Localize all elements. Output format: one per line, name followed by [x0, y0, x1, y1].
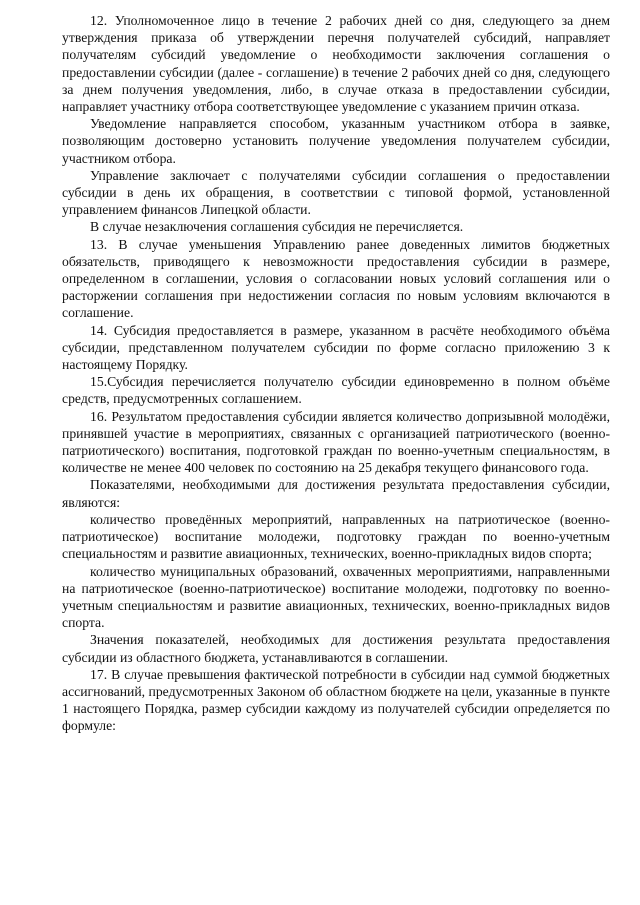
document-body — [62, 12, 610, 735]
paragraph-17: 17. В случае превышения фактической потребности в субсидии над суммой бюджетных ассигнований, предусмотренных Законом об областном бюджете на цели, указанные в пункте 1 настоящего Порядка, размер субсидии каждому из получателей субсидии определяется по формуле: — [62, 666, 610, 734]
paragraph-16: 16. Результатом предоставления субсидии является количество допризывной молодёжи, принявшей участие в мероприятиях, связанных с организацией патриотического (военно-патриотического) воспитания, подготовкой граждан по военно-учетным специальностям, в количестве не менее 400 человек по состоянию на 25 декабря текущего финансового года. — [62, 408, 610, 476]
paragraph-notification-method: Уведомление направляется способом, указанным участником отбора в заявке, позволяющим достоверно установить получение уведомления получателем субсидии, участником отбора. — [62, 116, 610, 166]
paragraph-13: 13. В случае уменьшения Управлению ранее доведенных лимитов бюджетных обязательств, приводящего к невозможности предоставления субсидии в размере, определенном в соглашении, условия о согласовании новых условий соглашения или о расторжении соглашения при недостижении согласия по новым условиям включаются в соглашение. — [62, 236, 610, 321]
paragraph-non-conclusion: В случае незаключения соглашения субсидия не перечисляется. — [90, 219, 464, 235]
paragraph-indicator-events: количество проведённых мероприятий, направленных на патриотическое (военно-патриотическое) воспитание молодежи, подготовку граждан по военно-учетным специальностям и развитие авиационных, технических, военно-прикладных видов спорта; — [62, 511, 610, 562]
paragraph-12: 12. Уполномоченное лицо в течение 2 рабочих дней со дня, следующего за днем утверждения приказа об утверждении перечня получателей субсидий, направляет получателям субсидий уведомление о необходимости заключения соглашения о предоставлении субсидии (далее - соглашение) в течение 2 рабочих дней со дня, следующего за днем получения уведомления, либо, в случае отказа в предоставлении субсидии, направляет участнику отбора соответствующее уведомление с указанием причин отказа. — [62, 13, 610, 115]
paragraph-indicators-intro: Показателями, необходимыми для достижения результата предоставления субсидии, являются: — [62, 477, 610, 510]
paragraph-agreement-conclusion: Управление заключает с получателями субсидии соглашения о предоставлении субсидии в день их обращения, в соответствии с типовой формой, установленной управлением финансов Липецкой области. — [62, 167, 610, 218]
paragraph-14: 14. Субсидия предоставляется в размере, указанном в расчёте необходимого объёма субсидии, представленном получателем субсидии по форме согласно приложению 3 к настоящему Порядку. — [62, 322, 610, 373]
paragraph-indicator-values: Значения показателей, необходимых для достижения результата предоставления субсидии из областного бюджета, устанавливаются в соглашении. — [62, 632, 610, 665]
paragraph-indicator-municipalities: количество муниципальных образований, охваченных мероприятиями, направленными на патриотическое (военно-патриотическое) воспитание молодежи, подготовку по военно-учетным специальностям и развитие авиационных, технических, военно-прикладных видов спорта. — [62, 563, 610, 631]
paragraph-15: 15.Субсидия перечисляется получателю субсидии единовременно в полном объёме средств, предусмотренных соглашением. — [62, 374, 610, 407]
